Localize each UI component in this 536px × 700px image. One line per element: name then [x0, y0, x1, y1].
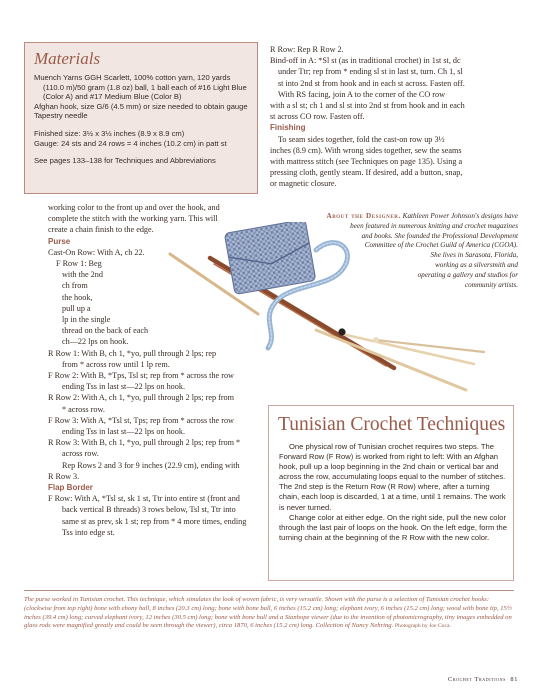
photo-credit: Photograph by Joe Coca. — [394, 623, 451, 630]
finishing-text: pressing cloth, gently steam. If desired, add a button, snap, — [270, 168, 463, 178]
designer-line: She lives in Sarasota, Florida, — [430, 251, 518, 260]
designer-line: Committee of the Crochet Guild of America (CGOA). — [364, 241, 518, 250]
designer-line: Kathleen Power Johnson's designs have — [402, 212, 518, 220]
intro-text: create a chain finish to the edge. — [48, 225, 154, 235]
finishing-text: inches (8.9 cm). With wrong sides together, sew the seams — [270, 145, 462, 155]
cast-on-row: Cast-On Row: With A, ch 22. — [48, 247, 145, 257]
materials-see-pages: See pages 133–138 for Techniques and Abbreviations — [34, 156, 216, 166]
f-row-1: the hook, — [62, 292, 93, 302]
f-row-1: lp in the single — [62, 315, 111, 325]
materials-title: Materials — [34, 49, 101, 68]
bind-off-text: Bind-off in A: *Sl st (as in traditional crochet) in 1st st, dc — [270, 56, 461, 66]
f-row-2: ending Tss in last st—22 lps on hook. — [62, 382, 186, 392]
designer-line: and books. She founded the Professional Development — [361, 231, 518, 240]
f-row-1: ch from — [62, 281, 88, 291]
photo-caption — [24, 596, 514, 631]
tunisian-title: Tunisian Crochet Techniques — [278, 414, 506, 435]
caption-text: The purse worked in Tunisian crochet. This technique, which simulates the look of woven fabric, is very versatile. Shown with the purse is a selection of Tunisian crochet hooks: (clockwise from top right) bone with ebony ball, 8 inches (20.3 cm) long; bone with bone ball, 6 inches (15.2 cm) long; elephant ivory, 6 inches (15.2 cm) long; wood with bone tip, 15½ inches (39.4 cm) long; carved elephant ivory, 12 inches (30.5 cm) long; bone with bone ball and a Stanhope viewer (due to the invention of photomicrography, tiny images embedded on glass rods were magnified greatly and could be seen through the viewer), circa 1870, 6 inches (15.2 cm) long. Collection of Nancy Nehring. — [24, 596, 512, 630]
finishing-text: or magnetic closure. — [270, 179, 337, 189]
designer-line: operating a gallery and studios for — [417, 270, 518, 279]
designer-line: been featured in numerous knitting and crochet magazines — [350, 221, 518, 230]
flap-f-row: back vertical B threads) 3 rows below, Tsl st, Ttr into — [62, 505, 236, 515]
tunisian-paragraph: One physical row of Tunisian crochet requires two steps. The Forward Row (F Row) is worked from right to left: With an Afghan hook, pull up a loop beginning in the 2nd chain or vertical bar and across the row, accumulating loops equal to the number of stitches. The 2nd step is the Return Row (R Row) where, after a turning chain, each loop is discarded, 1 at a time, until 1 remains. The work is never turned. — [279, 442, 506, 512]
bind-off-text: st into 2nd st from hook and in each st across. Fasten off. — [278, 78, 465, 88]
purse-heading: Purse — [48, 236, 71, 246]
flap-f-row: same st as prev, sk 1 st; rep from * 4 more times, ending — [62, 516, 247, 526]
r-row-1: R Row 1: With B, ch 1, *yo, pull through 2 lps; rep — [48, 348, 217, 358]
page-footer — [400, 676, 518, 683]
f-row-1: thread on the back of each — [62, 326, 149, 336]
f-row-1: F Row 1: Beg — [56, 259, 102, 269]
left-column — [48, 202, 280, 538]
flap-f-row: F Row: With A, *Tsl st, sk 1 st, Ttr into entire st (front and — [48, 494, 240, 504]
caption-divider — [24, 590, 514, 591]
materials-size: Finished size: 3½ x 3½ inches (8.9 x 8.9 cm) — [34, 128, 185, 138]
intro-text: complete the stitch with the working yarn. This will — [48, 214, 218, 224]
finishing-heading: Finishing — [270, 123, 306, 133]
ebony-ball-icon — [338, 328, 345, 335]
designer-label: About the Designer. — [326, 212, 401, 220]
f-row-3: F Row 3: With A, *Tsl st, Tps; rep from * across the row — [48, 415, 234, 425]
designer-line: community artists. — [464, 280, 518, 289]
r-row-2: * across row. — [62, 404, 105, 414]
f-row-1: ch—22 lps on hook. — [62, 337, 129, 347]
repeat-rows: R Row 3. — [48, 471, 80, 481]
bind-off-text: under Ttr; rep from * ending sl st in last st, turn. Ch 1, sl — [278, 67, 463, 77]
r-row-2: R Row 2: With A, ch 1, *yo, pull through 2 lps; rep from — [48, 393, 235, 403]
repeat-rows: Rep Rows 2 and 3 for 9 inches (22.9 cm), ending with — [62, 460, 240, 470]
rs-text: With RS facing, join A to the corner of the CO row — [278, 89, 446, 99]
ivory-hook-icon — [316, 330, 466, 390]
flap-f-row: Tss into edge st. — [62, 527, 115, 537]
finishing-text: To seam sides together, fold the cast-on row up 3½ — [278, 134, 445, 144]
materials-yarn-line: (Color A) and #17 Medium Blue (Color B) — [43, 92, 182, 102]
tunisian-body — [279, 442, 507, 543]
r-row-1: from * across row until 1 lp rem. — [62, 359, 170, 369]
right-column — [270, 44, 518, 190]
f-row-1: with the 2nd — [62, 270, 103, 280]
finishing-text: with mattress stitch (see Techniques on page 135). Using a — [270, 157, 463, 167]
f-row-1: pull up a — [62, 303, 91, 313]
materials-yarn-line: Muench Yarns GGH Scarlett, 100% cotton yarn, 120 yards — [34, 73, 231, 82]
r-row-text: R Row: Rep R Row 2. — [270, 45, 344, 54]
publication-name: Crochet Traditions — [447, 676, 506, 683]
rs-text: st across CO row. Fasten off. — [270, 112, 365, 122]
designer-line: working as a silversmith and — [434, 260, 518, 269]
f-row-2: F Row 2: With B, *Tps, Tsl st; rep from * across the row — [48, 371, 234, 381]
materials-gauge: Gauge: 24 sts and 24 rows = 4 inches (10.2 cm) in patt st — [34, 138, 227, 148]
materials-box — [24, 42, 258, 194]
tunisian-paragraph: Change color at either edge. On the right side, pull the new color through the last pair of loops on the hook. On the left edge, form the turning chain at the beginning of the R Row with the new color. — [279, 512, 507, 542]
r-row-3: R Row 3: With B, ch 1, *yo, pull through 2 lps; rep from * — [48, 438, 241, 448]
f-row-3: ending Tss in last st—22 lps on hook. — [62, 427, 186, 437]
intro-text: working color to the front up and over the hook, and — [48, 203, 220, 212]
tunisian-techniques-box — [268, 405, 514, 581]
r-row-3: across row. — [62, 449, 99, 459]
rs-text: with a sl st; ch 1 and sl st into 2nd st from hook and in each — [270, 101, 465, 111]
materials-needle: Tapestry needle — [34, 111, 88, 121]
materials-body — [34, 73, 254, 166]
flap-border-heading: Flap Border — [48, 483, 93, 493]
materials-hook: Afghan hook, size G/6 (4.5 mm) or size needed to obtain gauge — [34, 101, 248, 111]
page-number: 81 — [510, 676, 518, 683]
materials-yarn-line: (110.0 m)/50 gram (1.8 oz) ball, 1 ball each of #16 Light Blue — [43, 82, 247, 92]
